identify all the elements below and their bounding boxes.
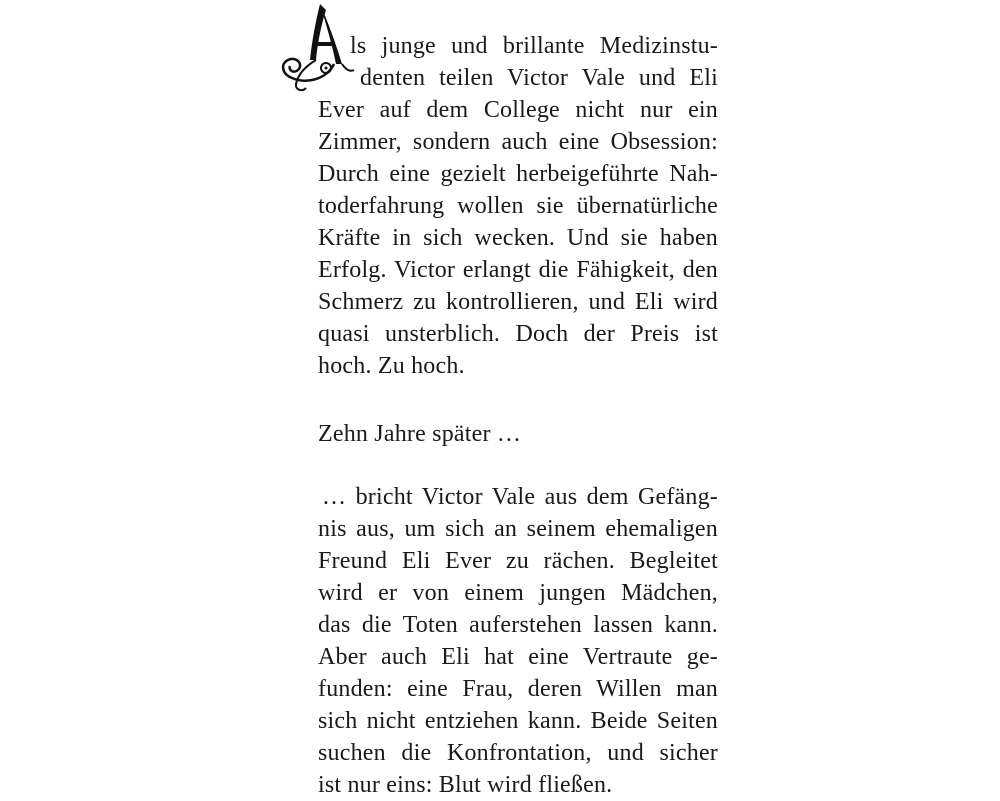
text-line: das die Toten auferstehen lassen kann. xyxy=(318,612,718,638)
text-line: nis aus, um sich an seinem ehemaligen xyxy=(318,516,718,542)
text-line: … bricht Victor Vale aus dem Gefäng- xyxy=(322,484,718,510)
text-line: Erfolg. Victor erlangt die Fähigkeit, den xyxy=(318,257,718,283)
text-line: Zimmer, sondern auch eine Obsession: xyxy=(318,129,718,155)
text-line: sich nicht entziehen kann. Beide Seiten xyxy=(318,708,718,734)
text-line: hoch. Zu hoch. xyxy=(318,353,465,379)
text-line: denten teilen Victor Vale und Eli xyxy=(360,65,718,91)
text-line: Zehn Jahre später … xyxy=(318,421,522,447)
text-line: Schmerz zu kontrollieren, und Eli wird xyxy=(318,289,718,315)
text-line: Durch eine gezielt herbeigeführte Nah- xyxy=(318,161,718,187)
ornamental-drop-cap xyxy=(276,0,356,100)
text-line: ls junge und brillante Medizinstu- xyxy=(350,33,718,59)
drop-cap-a-flourish xyxy=(276,0,356,100)
text-line: Freund Eli Ever zu rächen. Begleitet xyxy=(318,548,718,574)
text-line: ist nur eins: Blut wird fließen. xyxy=(318,772,613,798)
text-line: wird er von einem jungen Mädchen, xyxy=(318,580,718,606)
text-line: suchen die Konfrontation, und sicher xyxy=(318,740,718,766)
text-line: Aber auch Eli hat eine Vertraute ge- xyxy=(318,644,718,670)
text-line: Kräfte in sich wecken. Und sie haben xyxy=(318,225,718,251)
text-line: toderfahrung wollen sie übernatürliche xyxy=(318,193,718,219)
text-line: quasi unsterblich. Doch der Preis ist xyxy=(318,321,718,347)
text-line: funden: eine Frau, deren Willen man xyxy=(318,676,718,702)
text-line: Ever auf dem College nicht nur ein xyxy=(318,97,718,123)
